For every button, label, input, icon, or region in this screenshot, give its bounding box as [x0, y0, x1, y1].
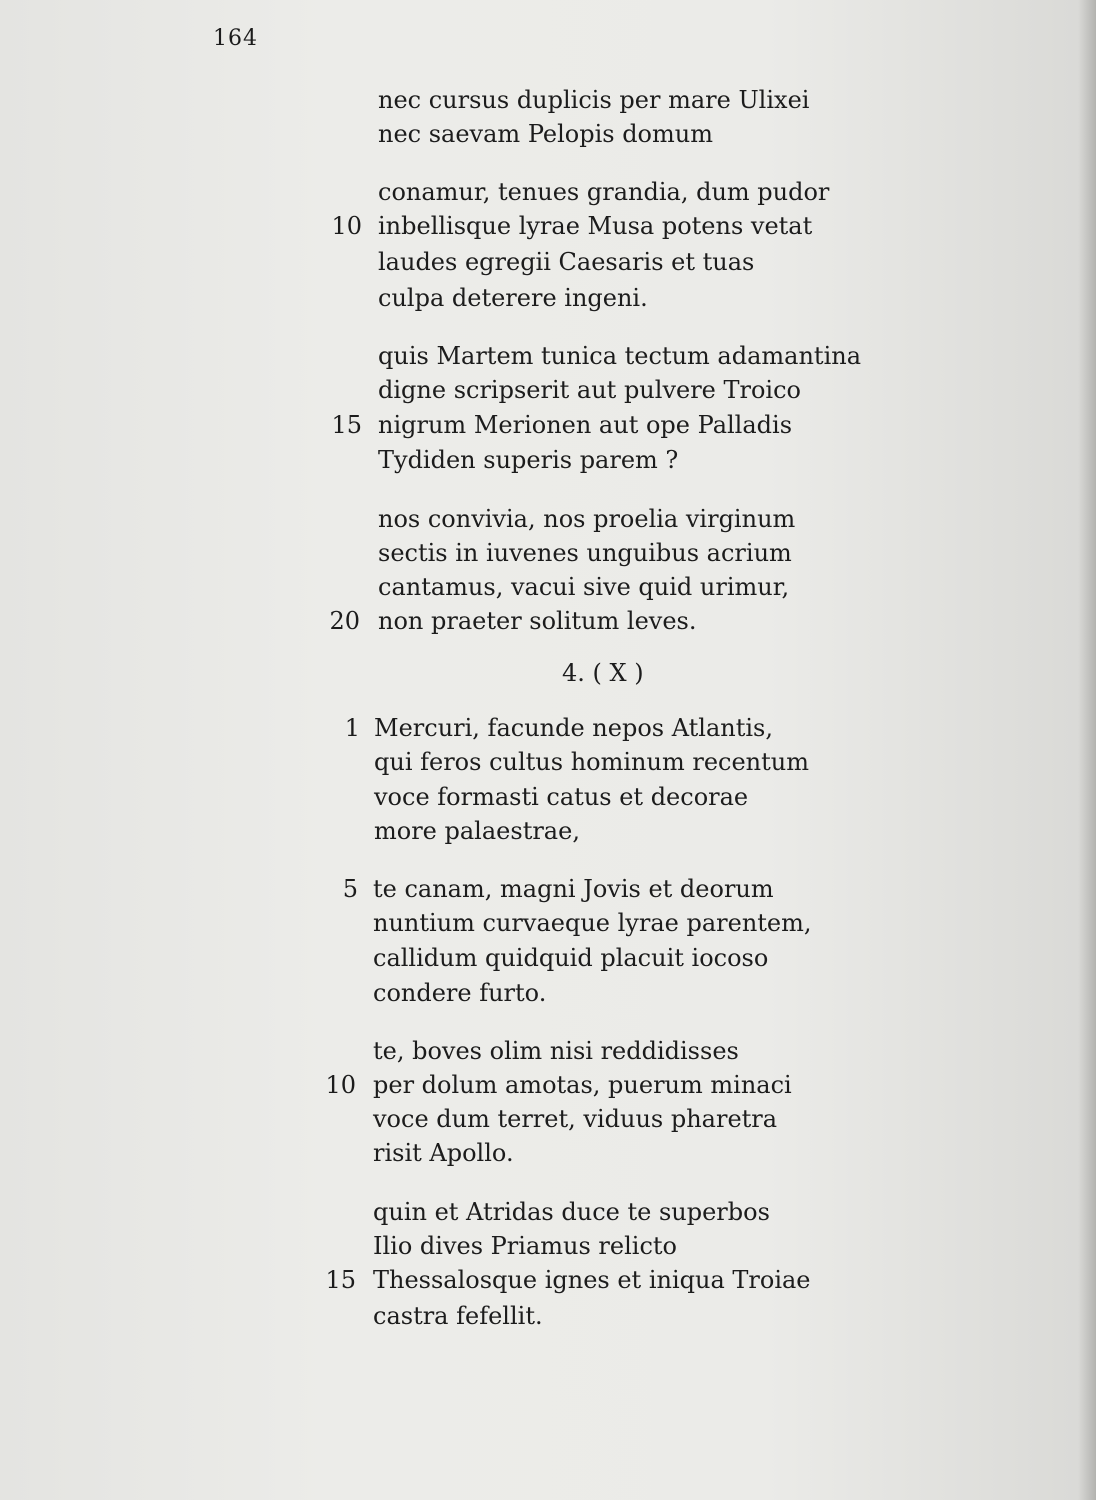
verse-line: quis Martem tunica tectum adamantina [378, 342, 862, 370]
verse-line: Thessalosque ignes et iniqua Troiae [373, 1266, 811, 1294]
verse-line: nigrum Merionen aut ope Palladis [378, 411, 793, 439]
verse-line: Mercuri, facunde nepos Atlantis, [374, 714, 773, 742]
verse-line: Ilio dives Priamus relicto [373, 1232, 677, 1260]
line-number: 10 [325, 1071, 356, 1099]
verse-line: digne scripserit aut pulvere Troico [378, 376, 801, 404]
verse-line: condere furto. [373, 979, 547, 1007]
verse-line: more palaestrae, [374, 817, 580, 845]
verse-line: te, boves olim nisi reddidisses [373, 1037, 739, 1065]
verse-line: nuntium curvaeque lyrae parentem, [373, 909, 812, 937]
verse-line: risit Apollo. [373, 1139, 514, 1167]
verse-line: conamur, tenues grandia, dum pudor [378, 178, 830, 206]
line-number: 15 [325, 1266, 356, 1294]
verse-line: voce formasti catus et decorae [374, 783, 749, 811]
verse-line: nec cursus duplicis per mare Ulixei [378, 86, 810, 114]
section-heading: 4. ( X ) [562, 659, 644, 687]
verse-line: per dolum amotas, puerum minaci [373, 1071, 792, 1099]
line-number: 10 [331, 212, 362, 240]
line-number: 5 [342, 875, 358, 903]
line-number: 15 [331, 411, 362, 439]
verse-line: inbellisque lyrae Musa potens vetat [378, 212, 813, 240]
verse-line: callidum quidquid placuit iocoso [373, 944, 769, 972]
verse-line: quin et Atridas duce te superbos [373, 1198, 770, 1226]
verse-line: nec saevam Pelopis domum [378, 120, 713, 148]
verse-line: Tydiden superis parem ? [378, 446, 679, 474]
line-number: 20 [329, 607, 360, 635]
verse-line: te canam, magni Jovis et deorum [373, 875, 774, 903]
verse-line: voce dum terret, viduus pharetra [373, 1105, 778, 1133]
line-number: 1 [344, 714, 360, 742]
verse-line: nos convivia, nos proelia virginum [378, 505, 796, 533]
verse-line: sectis in iuvenes unguibus acrium [378, 539, 792, 567]
verse-line: culpa deterere ingeni. [378, 284, 648, 312]
verse-line: qui feros cultus hominum recentum [374, 748, 809, 776]
verse-line: non praeter solitum leves. [378, 607, 697, 635]
verse-line: laudes egregii Caesaris et tuas [378, 248, 755, 276]
page-edge-shadow [1078, 0, 1096, 1500]
verse-line: castra fefellit. [373, 1302, 543, 1330]
verse-line: cantamus, vacui sive quid urimur, [378, 573, 790, 601]
page-number: 164 [213, 26, 258, 51]
